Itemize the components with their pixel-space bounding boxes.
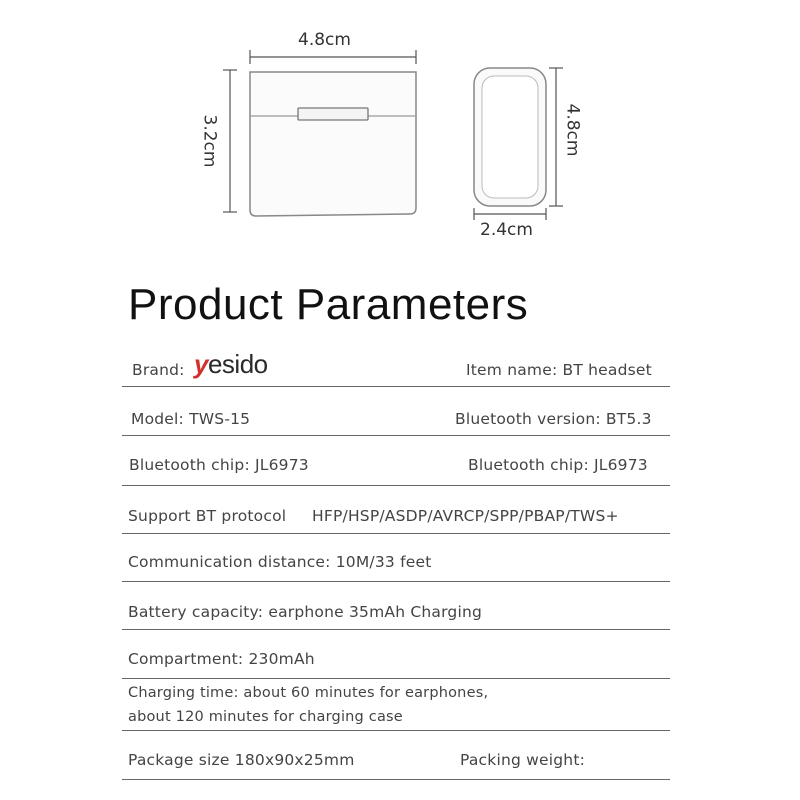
package-size: Package size 180x90x25mm (128, 751, 355, 769)
case-width-label: 4.8cm (298, 30, 351, 50)
side-height-label: 4.8cm (562, 103, 583, 157)
battery-capacity: Battery capacity: earphone 35mAh Charging (128, 603, 483, 621)
case-drawing (0, 0, 800, 250)
bluetooth-version: Bluetooth version: BT5.3 (455, 410, 652, 428)
bluetooth-chip-left: Bluetooth chip: JL6973 (129, 456, 309, 474)
charging-time-line1: Charging time: about 60 minutes for earphones, (128, 685, 489, 701)
side-width-label: 2.4cm (480, 220, 533, 240)
protocol-label: Support BT protocol (128, 507, 287, 525)
dimension-drawings (0, 0, 800, 250)
page-title: Product Parameters (128, 280, 529, 329)
brand-logo: yesido (194, 349, 268, 379)
packing-weight: Packing weight: (460, 751, 586, 769)
case-height-label: 3.2cm (199, 114, 220, 168)
bluetooth-chip-right: Bluetooth chip: JL6973 (468, 456, 648, 474)
compartment: Compartment: 230mAh (128, 650, 315, 668)
communication-distance: Communication distance: 10M/33 feet (128, 553, 432, 571)
item-name: Item name: BT headset (466, 361, 652, 379)
brand-label: Brand: (132, 361, 185, 379)
charging-time-line2: about 120 minutes for charging case (128, 709, 403, 725)
protocol-value: HFP/HSP/ASDP/AVRCP/SPP/PBAP/TWS+ (312, 507, 619, 525)
model: Model: TWS-15 (131, 410, 251, 428)
